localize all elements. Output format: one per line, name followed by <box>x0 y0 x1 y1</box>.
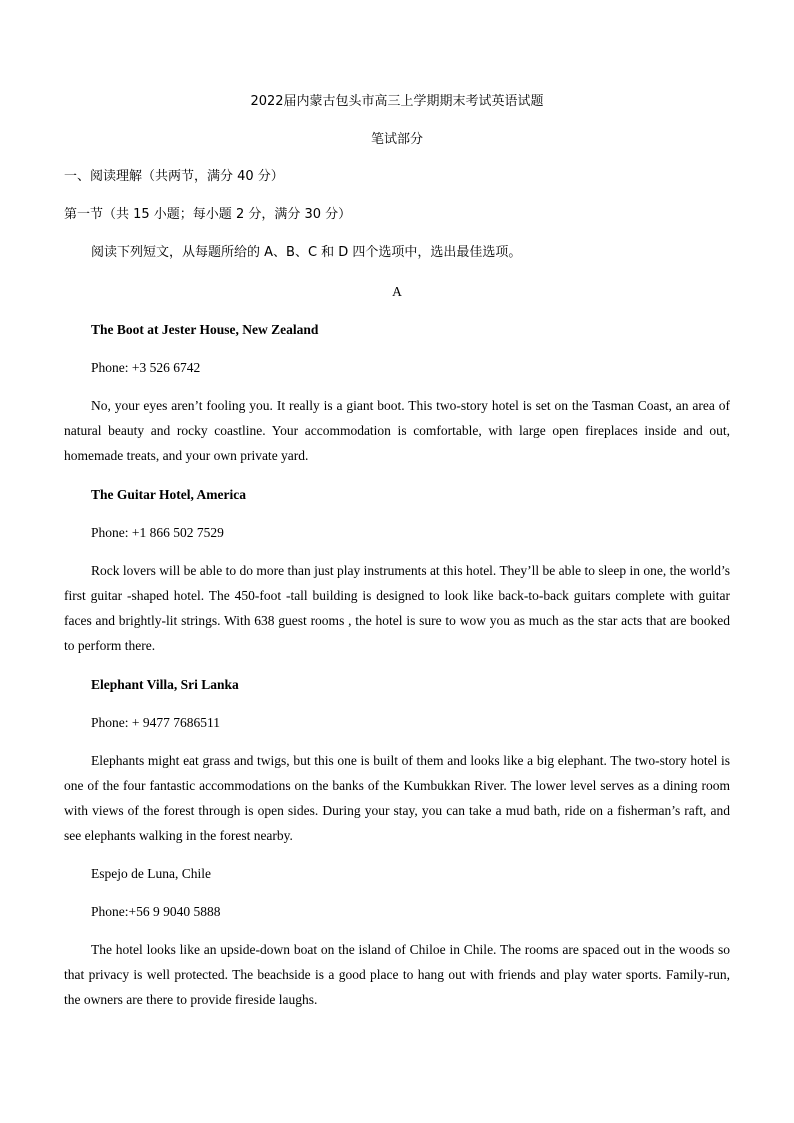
hotel-phone: Phone: +1 866 502 7529 <box>91 525 224 540</box>
hotel-description: The hotel looks like an upside-down boat on the island of Chiloe in Chile. The rooms are spaced out in the woods so that privacy is well protected. The beachside is a good place to hang out with friends and play water sports. Family-run, the owners are there to provide fireside laughs. <box>64 942 730 1007</box>
section-heading: 第一节（共 15 小题；每小题 2 分，满分 30 分） <box>64 207 352 222</box>
hotel-name: The Boot at Jester House, New Zealand <box>91 322 319 337</box>
hotel-phone: Phone: + 9477 7686511 <box>91 715 220 730</box>
hotel-phone: Phone:+56 9 9040 5888 <box>91 904 221 919</box>
passage-label: A <box>392 284 402 299</box>
instructions: 阅读下列短文，从每题所给的 A、B、C 和 D 四个选项中，选出最佳选项。 <box>91 245 522 260</box>
hotel-description: Elephants might eat grass and twigs, but this one is built of them and looks like a big elephant. The two-story hotel is one of the four fantastic accommodations on the banks of the Kumbukkan River. The lower level serves as a dining room with views of the forest through is open sides. During your stay, you can take a mud bath, ride on a fisherman’s raft, and see elephants walking in the forest nearby. <box>64 753 730 843</box>
document-title: 2022届内蒙古包头市高三上学期期末考试英语试题 <box>250 94 544 109</box>
hotel-description: Rock lovers will be able to do more than just play instruments at this hotel. They’ll be able to sleep in one, the world’s first guitar -shaped hotel. The 450-foot -tall building is designed to look like back-to-back guitars complete with guitar faces and brightly-lit strings. With 638 guest rooms , the hotel is sure to wow you as much as the star acts that are booked to perform there. <box>64 563 731 653</box>
hotel-name: The Guitar Hotel, America <box>91 487 246 502</box>
hotel-description: No, your eyes aren’t fooling you. It really is a giant boot. This two-story hotel is set on the Tasman Coast, an area of natural beauty and rocky coastline. Your accommodation is comfortable, with large open fireplaces inside and out, homemade treats, and your own private yard. <box>64 398 730 463</box>
hotel-name: Elephant Villa, Sri Lanka <box>91 677 239 692</box>
hotel-phone: Phone: +3 526 6742 <box>91 360 201 375</box>
part-heading: 一、阅读理解（共两节，满分 40 分） <box>64 169 284 184</box>
hotel-name: Espejo de Luna, Chile <box>91 866 211 881</box>
document-subtitle: 笔试部分 <box>370 132 423 147</box>
